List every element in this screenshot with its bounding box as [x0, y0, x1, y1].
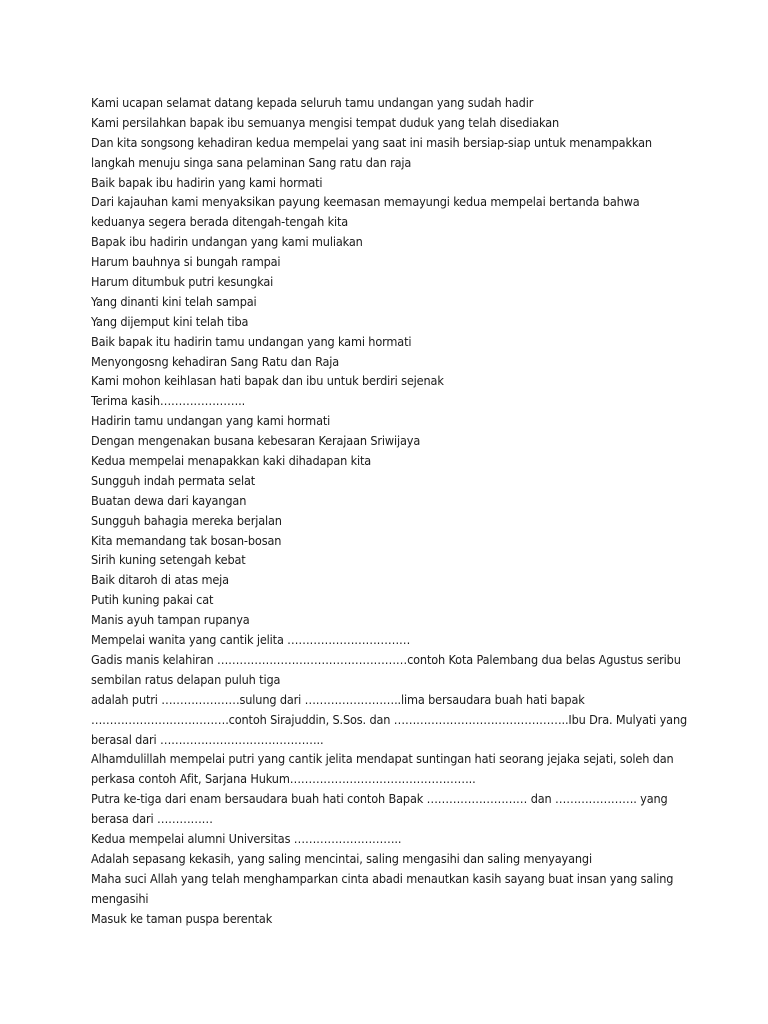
text-line: Kedua mempelai alumni Universitas ………………………..: [91, 830, 402, 846]
text-line: Mempelai wanita yang cantik jelita ……………………………: [91, 632, 411, 648]
text-line: Bapak ibu hadirin undangan yang kami muliakan: [91, 234, 363, 250]
text-line: Yang dinanti kini telah sampai: [91, 293, 257, 309]
text-line: Terima kasih…………………..: [91, 393, 246, 409]
text-line: adalah putri …………………sulung dari ……………………..lima bersaudara buah hati bapak: [91, 691, 585, 707]
text-line: Adalah sepasang kekasih, yang saling mencintai, saling mengasihi dan saling menyayangi: [91, 850, 592, 866]
text-line: Harum ditumbuk putri kesungkai: [91, 274, 274, 290]
text-line: Baik bapak ibu hadirin yang kami hormati: [91, 174, 323, 190]
text-line: Putih kuning pakai cat: [91, 592, 214, 608]
text-line: berasa dari ……………: [91, 811, 213, 827]
text-line: Kami persilahkan bapak ibu semuanya mengisi tempat duduk yang telah disediakan: [91, 114, 560, 130]
text-line: Masuk ke taman puspa berentak: [91, 910, 273, 926]
text-line: Kita memandang tak bosan-bosan: [91, 532, 282, 548]
text-line: Menyongosng kehadiran Sang Ratu dan Raja: [91, 353, 340, 369]
text-line: Dengan mengenakan busana kebesaran Kerajaan Sriwijaya: [91, 433, 421, 449]
text-line: Alhamdulillah mempelai putri yang cantik jelita mendapat suntingan hati seorang jejaka sejati, soleh dan: [91, 751, 674, 767]
text-line: Baik bapak itu hadirin tamu undangan yang kami hormati: [91, 333, 412, 349]
text-line: Dari kajauhan kami menyaksikan payung keemasan memayungi kedua mempelai bertanda bahwa: [91, 194, 640, 210]
text-line: langkah menuju singa sana pelaminan Sang ratu dan raja: [91, 154, 412, 170]
text-line: keduanya segera berada ditengah-tengah kita: [91, 214, 349, 230]
text-line: Maha suci Allah yang telah menghamparkan cinta abadi menautkan kasih sayang buat insan yang saling: [91, 870, 674, 886]
document-body: [91, 93, 691, 928]
text-line: Hadirin tamu undangan yang kami hormati: [91, 413, 331, 429]
text-line: Gadis manis kelahiran ……………………………………………contoh Kota Palembang dua belas Agustus seribu: [91, 651, 681, 667]
text-line: mengasihi: [91, 890, 149, 906]
text-line: Kami mohon keihlasan hati bapak dan ibu untuk berdiri sejenak: [91, 373, 444, 389]
text-line: Putra ke-tiga dari enam bersaudara buah hati contoh Bapak ……………………… dan …………………. yang: [91, 791, 668, 807]
text-line: Manis ayuh tampan rupanya: [91, 612, 250, 628]
text-line: sembilan ratus delapan puluh tiga: [91, 671, 281, 687]
text-line: Yang dijemput kini telah tiba: [91, 313, 249, 329]
text-line: Sungguh indah permata selat: [91, 472, 256, 488]
text-line: perkasa contoh Afit, Sarjana Hukum…………………………………………..: [91, 771, 476, 787]
text-line: Kami ucapan selamat datang kepada seluruh tamu undangan yang sudah hadir: [91, 95, 534, 110]
text-line: Buatan dewa dari kayangan: [91, 492, 247, 508]
text-line: Harum bauhnya si bungah rampai: [91, 254, 281, 270]
text-line: Sungguh bahagia mereka berjalan: [91, 512, 282, 528]
text-line: Sirih kuning setengah kebat: [91, 552, 246, 568]
text-line: Kedua mempelai menapakkan kaki dihadapan kita: [91, 453, 372, 469]
text-line: ……………………………….contoh Sirajuddin, S.Sos. dan ………………………………………..Ibu Dra. Mulyati yang: [91, 711, 688, 727]
text-line: Dan kita songsong kehadiran kedua mempelai yang saat ini masih bersiap-siap untuk menampakkan: [91, 134, 652, 150]
text-line: Baik ditaroh di atas meja: [91, 572, 229, 588]
text-line: berasal dari ……………………………………..: [91, 731, 324, 747]
